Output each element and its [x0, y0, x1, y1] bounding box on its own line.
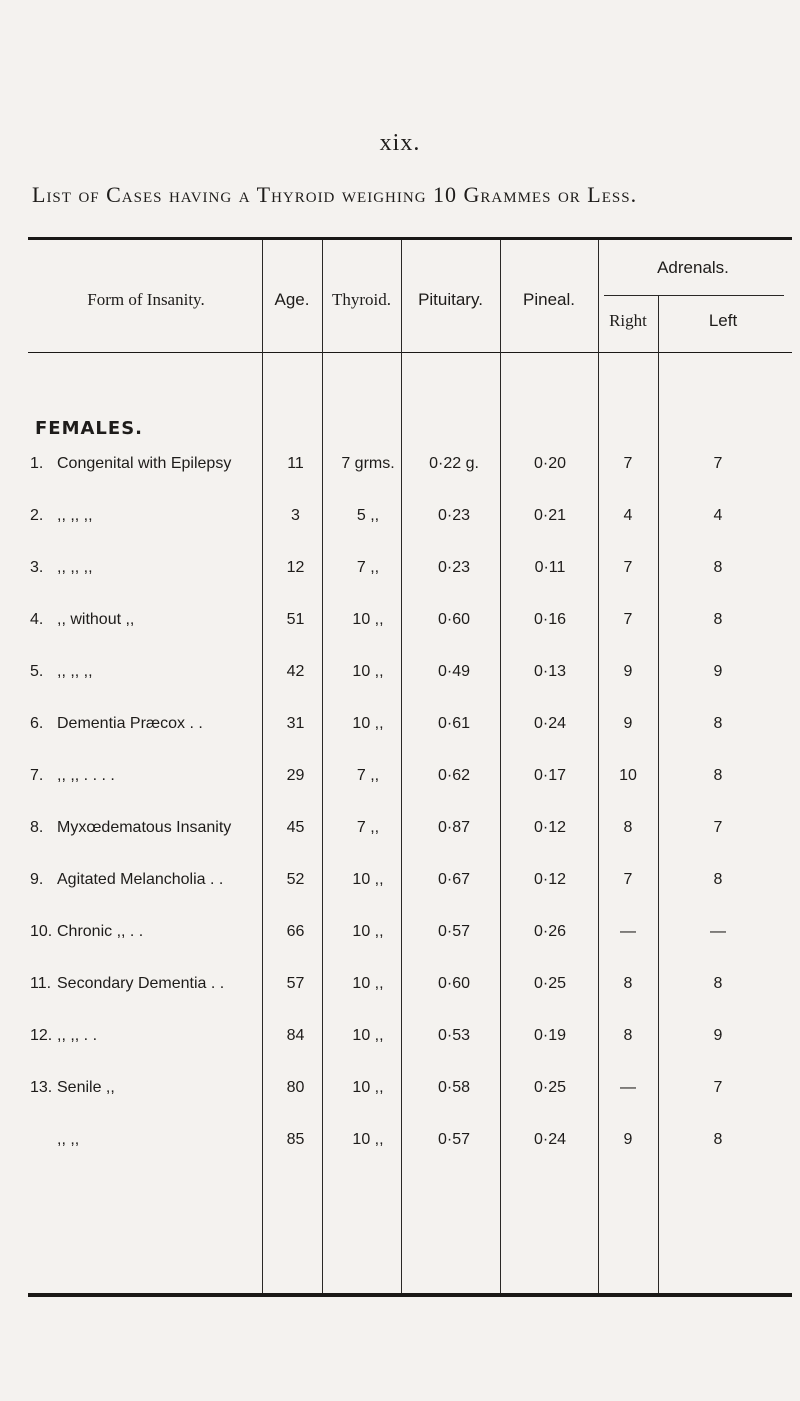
- form-of-insanity: Dementia Præcox . .: [57, 715, 203, 732]
- pituitary-cell: 0·57: [437, 923, 471, 940]
- age-cell: 57: [286, 975, 305, 992]
- age-cell: 42: [286, 663, 305, 680]
- pituitary-cell: 0·62: [437, 767, 471, 784]
- thyroid-cell: 10 ,,: [352, 715, 384, 732]
- page-number: xix.: [379, 130, 421, 156]
- adrenal-right-cell: 8: [623, 819, 633, 836]
- pineal-cell: 0·20: [533, 455, 567, 472]
- section-heading-females: FEMALES.: [35, 418, 144, 439]
- thyroid-cell: 7 grms.: [341, 455, 395, 472]
- adrenal-left-cell: 8: [713, 975, 723, 992]
- form-of-insanity: ,, ,, ,,: [57, 507, 93, 524]
- header-form: Form of Insanity.: [87, 290, 205, 309]
- table-bottom-rule: [28, 1293, 792, 1297]
- row-number: 12.: [30, 1027, 53, 1044]
- table-top-rule: [28, 237, 792, 240]
- page-title: List of Cases having a Thyroid weighing 10 Grammes or Less.: [32, 182, 638, 207]
- header-age: Age.: [274, 290, 310, 309]
- age-cell: 51: [286, 611, 305, 628]
- table-row: [0, 819, 800, 849]
- adrenal-right-cell: —: [620, 1079, 636, 1096]
- form-of-insanity: Congenital with Epilepsy: [57, 455, 232, 472]
- table-row: [0, 663, 800, 693]
- pineal-cell: 0·11: [534, 559, 566, 576]
- pineal-cell: 0·26: [533, 923, 567, 940]
- adrenal-right-cell: 9: [623, 715, 633, 732]
- pineal-cell: 0·16: [533, 611, 567, 628]
- adrenal-left-cell: 8: [713, 715, 723, 732]
- thyroid-cell: 10 ,,: [352, 923, 384, 940]
- adrenal-right-cell: 7: [623, 455, 633, 472]
- pituitary-cell: 0·87: [437, 819, 471, 836]
- thyroid-cell: 7 ,,: [356, 819, 380, 836]
- pineal-cell: 0·25: [533, 1079, 567, 1096]
- pineal-cell: 0·24: [533, 1131, 567, 1148]
- table-row: [0, 871, 800, 901]
- age-cell: 11: [287, 455, 304, 472]
- pineal-cell: 0·12: [533, 819, 567, 836]
- header-left: Left: [708, 311, 738, 330]
- header-thyroid: Thyroid.: [331, 290, 392, 309]
- row-number: 13.: [30, 1079, 53, 1096]
- row-number: 5.: [30, 663, 44, 680]
- thyroid-cell: 10 ,,: [352, 663, 384, 680]
- adrenal-right-cell: 4: [623, 507, 633, 524]
- adrenal-right-cell: 7: [623, 559, 633, 576]
- adrenal-right-cell: —: [620, 923, 636, 940]
- adrenal-right-cell: 9: [623, 1131, 633, 1148]
- form-of-insanity: ,, ,, ,,: [57, 663, 93, 680]
- row-number: 7.: [30, 767, 44, 784]
- form-of-insanity: Myxœdematous Insanity: [57, 819, 232, 836]
- row-number: 2.: [30, 507, 44, 524]
- adrenal-left-cell: —: [710, 923, 726, 940]
- table-row: [0, 455, 800, 485]
- thyroid-cell: 7 ,,: [356, 767, 380, 784]
- header-right: Right: [609, 311, 647, 330]
- table-row: [0, 611, 800, 641]
- thyroid-cell: 7 ,,: [356, 559, 380, 576]
- adrenal-left-cell: 9: [713, 663, 723, 680]
- pineal-cell: 0·21: [533, 507, 567, 524]
- row-number: 8.: [30, 819, 44, 836]
- row-number: 11.: [30, 975, 52, 992]
- pineal-cell: 0·13: [533, 663, 567, 680]
- thyroid-cell: 5 ,,: [356, 507, 380, 524]
- adrenal-left-cell: 8: [713, 559, 723, 576]
- pituitary-cell: 0·67: [437, 871, 471, 888]
- adrenals-subrule: [604, 295, 784, 296]
- adrenal-left-cell: 8: [713, 871, 723, 888]
- age-cell: 29: [286, 767, 305, 784]
- table-row: [0, 975, 800, 1005]
- table-row: [0, 923, 800, 953]
- form-of-insanity: Agitated Melancholia . .: [57, 871, 224, 888]
- table-row: [0, 1027, 800, 1057]
- form-of-insanity: ,, ,, ,,: [57, 559, 93, 576]
- adrenal-right-cell: 7: [623, 611, 633, 628]
- table-row: [0, 507, 800, 537]
- header-pituitary: Pituitary.: [418, 290, 483, 309]
- form-of-insanity: Secondary Dementia . .: [57, 975, 225, 992]
- thyroid-cell: 10 ,,: [352, 611, 384, 628]
- row-number: 10.: [30, 923, 53, 940]
- pituitary-cell: 0·57: [437, 1131, 471, 1148]
- pituitary-cell: 0·61: [437, 715, 471, 732]
- table-row: [0, 715, 800, 745]
- row-number: 6.: [30, 715, 44, 732]
- pituitary-cell: 0·53: [437, 1027, 471, 1044]
- thyroid-cell: 10 ,,: [352, 1131, 384, 1148]
- header-rule: [28, 352, 792, 353]
- thyroid-cell: 10 ,,: [352, 871, 384, 888]
- pineal-cell: 0·25: [533, 975, 567, 992]
- age-cell: 31: [286, 715, 305, 732]
- form-of-insanity: Senile ,,: [57, 1079, 115, 1096]
- adrenal-right-cell: 9: [623, 663, 633, 680]
- adrenal-right-cell: 8: [623, 975, 633, 992]
- pituitary-cell: 0·23: [437, 507, 471, 524]
- pineal-cell: 0·12: [533, 871, 567, 888]
- thyroid-cell: 10 ,,: [352, 1027, 384, 1044]
- pituitary-cell: 0·22 g.: [429, 455, 479, 472]
- table-row: [0, 767, 800, 797]
- row-number: 9.: [30, 871, 44, 888]
- adrenal-left-cell: 7: [713, 1079, 723, 1096]
- table-row: [0, 559, 800, 589]
- age-cell: 3: [291, 507, 300, 524]
- adrenal-right-cell: 8: [623, 1027, 633, 1044]
- header-adrenals: Adrenals.: [657, 258, 729, 277]
- form-of-insanity: Chronic ,, . .: [57, 923, 144, 940]
- age-cell: 66: [286, 923, 305, 940]
- age-cell: 80: [286, 1079, 305, 1096]
- form-of-insanity: ,, ,, . .: [57, 1027, 98, 1044]
- adrenal-left-cell: 8: [713, 767, 723, 784]
- pituitary-cell: 0·58: [437, 1079, 471, 1096]
- age-cell: 85: [286, 1131, 305, 1148]
- pituitary-cell: 0·60: [437, 975, 471, 992]
- pituitary-cell: 0·23: [437, 559, 471, 576]
- form-of-insanity: ,, ,,: [57, 1131, 80, 1148]
- adrenal-left-cell: 8: [713, 1131, 723, 1148]
- row-number: 1.: [30, 455, 44, 472]
- form-of-insanity: ,, ,, . . . .: [57, 767, 115, 784]
- adrenal-left-cell: 7: [713, 455, 723, 472]
- table-row: [0, 1131, 800, 1161]
- table-row: [0, 1079, 800, 1109]
- pineal-cell: 0·17: [533, 767, 567, 784]
- age-cell: 52: [286, 871, 305, 888]
- adrenal-left-cell: 4: [713, 507, 723, 524]
- pituitary-cell: 0·60: [437, 611, 471, 628]
- adrenal-left-cell: 9: [713, 1027, 723, 1044]
- pineal-cell: 0·24: [533, 715, 567, 732]
- header-pineal: Pineal.: [523, 290, 575, 309]
- pineal-cell: 0·19: [533, 1027, 567, 1044]
- row-number: 3.: [30, 559, 44, 576]
- thyroid-cell: 10 ,,: [352, 1079, 384, 1096]
- age-cell: 84: [286, 1027, 305, 1044]
- adrenal-right-cell: 7: [623, 871, 633, 888]
- age-cell: 12: [286, 559, 305, 576]
- form-of-insanity: ,, without ,,: [57, 611, 135, 628]
- adrenal-left-cell: 7: [713, 819, 723, 836]
- thyroid-cell: 10 ,,: [352, 975, 384, 992]
- row-number: 4.: [30, 611, 44, 628]
- adrenal-left-cell: 8: [713, 611, 723, 628]
- adrenal-right-cell: 10: [619, 767, 637, 784]
- pituitary-cell: 0·49: [437, 663, 471, 680]
- age-cell: 45: [286, 819, 305, 836]
